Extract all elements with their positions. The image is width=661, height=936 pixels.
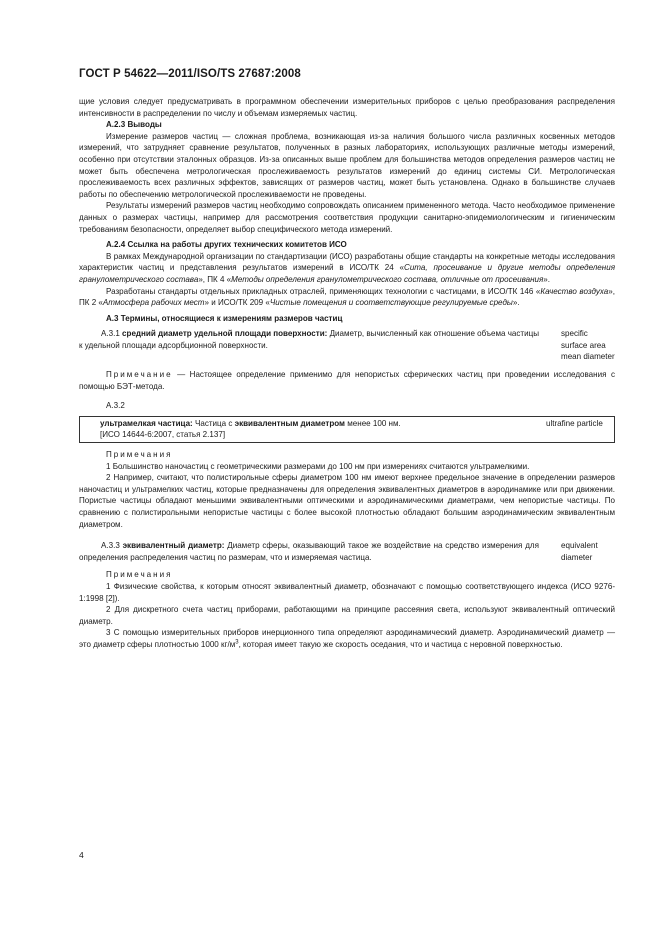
term-a33-english: equivalent diameter (561, 541, 598, 562)
text-span: ». (512, 298, 520, 308)
note-a33-3 (79, 627, 615, 650)
page-number: 4 (79, 850, 84, 860)
term-a32-source: [ИСО 14644-6:2007, статья 2.137] (100, 430, 226, 440)
note-text: — Настоящее определение применимо для непористых сферических частиц при проведении исследования с помощью БЭТ-метода. (79, 370, 615, 391)
document-body (79, 96, 615, 651)
text-italic: Методы определения гранулометрического состава, отличные от просеивания (231, 274, 544, 284)
section-title: Выводы (127, 120, 162, 130)
term-a33 (79, 540, 615, 563)
term-definition-text: Частица с (195, 418, 233, 428)
note-a33-2: 2 Для дискретного счета частиц приборами, работающими на принципе рассеяния света, используют эквивалентный оптический диаметр. (79, 605, 615, 626)
note-text: , которая имеет такую же скорость оседания, что и частица с неровной поверхностью. (238, 639, 563, 649)
paragraph-iso-tc146 (79, 286, 615, 309)
note-a32-2: 2 Например, считают, что полистирольные сферы диаметром 100 нм имеют верхнее предельное значение в определении размеров наночастиц и ультрамелких частиц, которые предназначены для определения эквивалентных диаметров в аэродинамике или при движении. Пористые частицы обладают меньшими эквивалентными оптическими и аэродинамическими диаметрами, чем непористые частицы. По сравнению с полистирольными непористые частицы с более высокой плотностью обладают большим аэродинамическим эквивалентным диаметром. (79, 473, 615, 529)
term-a31-definition (79, 328, 539, 351)
section-number: А.3 (106, 313, 119, 323)
term-name: ультрамелкая частица: (100, 418, 193, 428)
text-span: ». (543, 274, 551, 284)
term-a32-row (100, 418, 610, 430)
section-number: А.2.3 (106, 120, 126, 130)
note-text: 3 С помощью измерительных приборов инерционного типа определяют аэродинамический диаметр. Аэродинамический диаметр — это диаметр сферы плотностью 1000 кг/м (79, 628, 615, 649)
term-number: А.3.3 (101, 541, 120, 551)
section-title: Ссылка на работы других технических комитетов ИСО (127, 240, 347, 250)
paragraph-results: Результаты измерений размеров частиц необходимо сопровождать описанием примененного метода. Часто необходимое применение данных о размерах частицы, например для рассмотрения соответствия продукции санитарно-эпидемиологическим и гигиеническим требованиям безопасности, определяет выбор специфического метода измерений. (79, 201, 615, 234)
notes-a33-label: Примечания (106, 570, 173, 580)
section-heading-a24 (79, 239, 615, 251)
section-heading-a3 (79, 313, 615, 325)
text-span: Разработаны стандарты отдельных прикладных отраслей, применяющих технологии с частицами, в ИСО/ТК 146 « (106, 286, 541, 296)
note-a33-1: 1 Физические свойства, к которым относят эквивалентный диаметр, обозначают с помощью соответствующего индекса (ИСО 9276-1:1998 [2]). (79, 581, 615, 603)
term-a32-box (79, 416, 615, 443)
term-definition-text: Диаметр сферы, оказывающий такое же воздействие на средство измерения для определения распределения частиц по размерам, что и измеряемая частица. (79, 541, 539, 562)
document-title: ГОСТ Р 54622—2011/ISO/TS 27687:2008 (79, 68, 301, 80)
text-span: В рамках Международной организации по стандартизации (ИСО) разработаны общие стандарты на конкретные методы исследования характеристик частиц и представления результатов измерений в ИСО/ТК 24 « (79, 251, 615, 273)
term-a32-definition (100, 418, 510, 430)
text-span: », ПК 2 « (79, 286, 615, 308)
superscript: 3 (235, 639, 239, 646)
section-title: Термины, относящиеся к измерениям размеров частиц (120, 313, 343, 323)
section-heading-a23 (79, 119, 615, 131)
text-italic: Атмосфера рабочих мест (102, 298, 205, 308)
term-a31 (79, 328, 615, 363)
text-italic: Качество воздуха (540, 286, 609, 296)
paragraph-conclusions: Измерение размеров частиц — сложная проблема, возникающая из-за наличия большого числа различных косвенных методов измерений, что затрудняет сравнение результатов, полученных в разных лабораториях, использующих различные методы измерений, особенно при отсутствии эталонных образцов. Из-за описанных выше проблем для большинства методов определения размеров частиц не может быть обеспечена метрологическая прослеживаемость результатов измерений до единиц системы СИ. Метрологическая прослеживаемость всех различных эффектов, зависящих от размеров частиц, может быть установлена. Однако в большинстве случаев работы по обеспечению метрологической прослеживаемости не проведены. (79, 131, 615, 199)
text-italic: Чистые помещения и соответствующие регулируемые среды (269, 298, 513, 308)
note-a32-1: 1 Большинство наночастиц с геометрическими размерами до 100 нм при измерениях считаются ультрамелкими. (106, 461, 530, 471)
text-italic: Сита, просеивание и другие методы определения гранулометрического состава (79, 263, 615, 284)
term-reference: эквивалентным диаметром (234, 418, 345, 428)
text-span: », ПК 4 « (198, 274, 232, 284)
term-number: А.3.1 (101, 329, 120, 339)
term-a32-number: А.3.2 (106, 401, 125, 411)
term-definition-text: Диаметр, вычисленный как отношение объема частицы к удельной площади адсорбционной поверхности. (79, 329, 539, 350)
section-number: А.2.4 (106, 240, 126, 250)
term-definition-text: менее 100 нм. (347, 418, 401, 428)
term-a33-definition (79, 540, 539, 563)
note-a31 (79, 369, 615, 392)
term-a31-english: specific surface area mean diameter (561, 329, 615, 362)
text-span: » и ИСО/ТК 209 « (204, 298, 270, 308)
notes-a32-label: Примечания (106, 450, 173, 460)
paragraph-continuation: щие условия следует предусматривать в программном обеспечении измерительных приборов с целью преобразования распределения интенсивности в распределении по числу и объемам измеряемых частиц. (79, 97, 615, 118)
paragraph-iso-tc24 (79, 251, 615, 286)
term-name: эквивалентный диаметр: (122, 541, 225, 551)
note-label: Примечание (106, 370, 173, 380)
term-a32-english: ultrafine particle (546, 418, 603, 428)
term-name: средний диаметр удельной площади поверхности: (122, 329, 328, 339)
